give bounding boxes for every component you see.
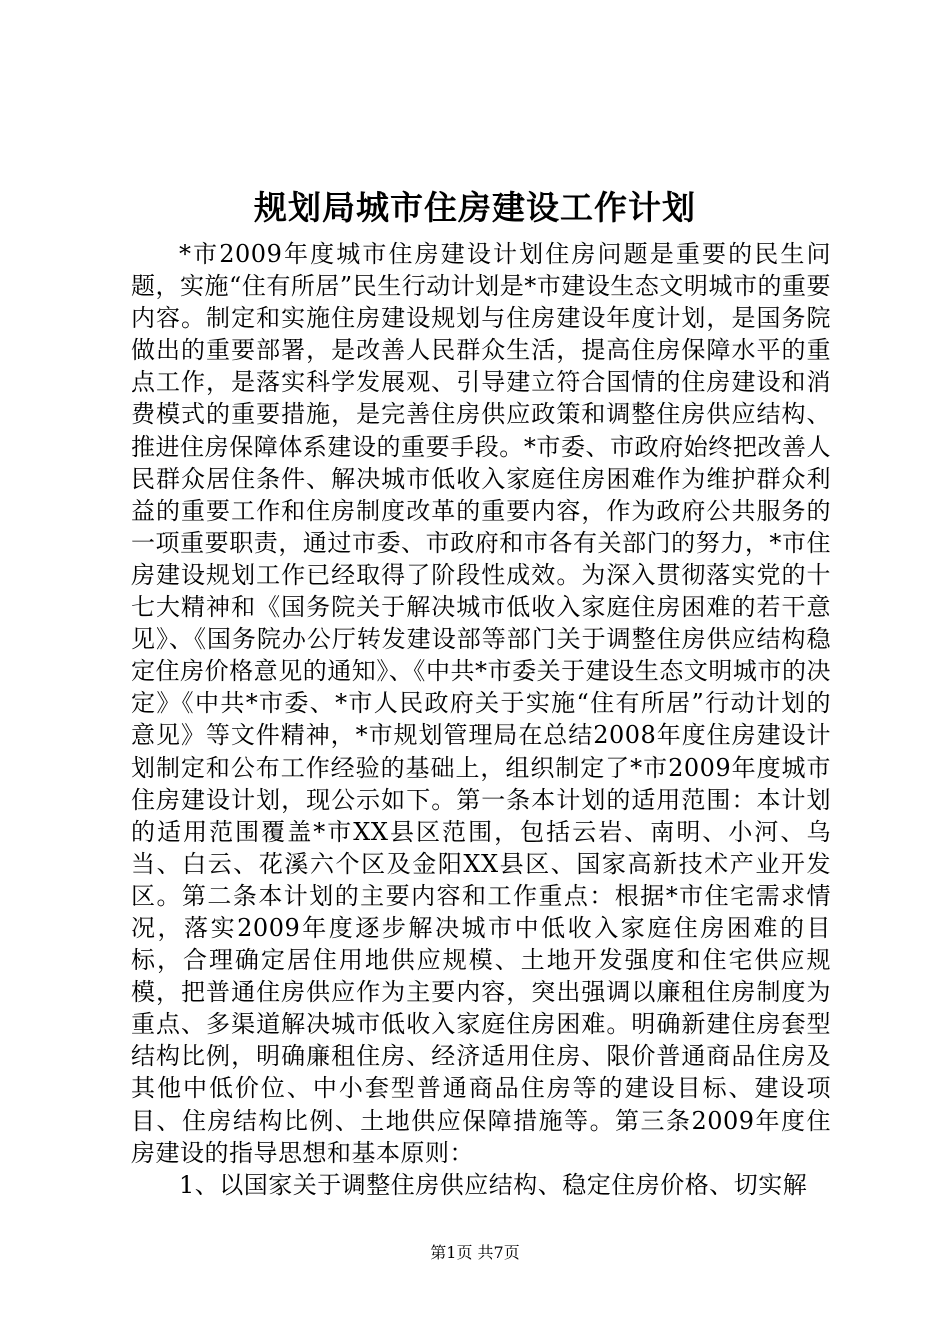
page-total: 共7页 bbox=[477, 1243, 520, 1262]
document-body bbox=[131, 238, 831, 1201]
page-number: 第1页 bbox=[430, 1243, 473, 1262]
document-title: 规划局城市住房建设工作计划 bbox=[254, 188, 696, 227]
page-footer bbox=[0, 1242, 950, 1264]
body-paragraph-2: 1、以国家关于调整住房供应结构、稳定住房价格、切实解 bbox=[179, 1170, 808, 1199]
body-paragraph-1: *市2009年度城市住房建设计划住房问题是重要的民生问题，实施“住有所居”民生行动计划是*市建设生态文明城市的重要内容。制定和实施住房建设规划与住房建设年度计划，是国务院做出的重要部署，是改善人民群众生活，提高住房保障水平的重点工作，是落实科学发展观、引导建立符合国情的住房建设和消费模式的重要措施，是完善住房供应政策和调整住房供应结构、推进住房保障体系建设的重要手段。*市委、市政府始终把改善人民群众居住条件、解决城市低收入家庭住房困难作为维护群众利益的重要工作和住房制度改革的重要内容，作为政府公共服务的一项重要职责，通过市委、市政府和市各有关部门的努力，*市住房建设规划工作已经取得了阶段性成效。为深入贯彻落实党的十七大精神和《国务院关于解决城市低收入家庭住房困难的若干意见》、《国务院办公厅转发建设部等部门关于调整住房供应结构稳定住房价格意见的通知》、《中共*市委关于建设生态文明城市的决定》《中共*市委、*市人民政府关于实施“住有所居”行动计划的意见》等文件精神，*市规划管理局在总结2008年度住房建设计划制定和公布工作经验的基础上，组织制定了*市2009年度城市住房建设计划，现公示如下。第一条本计划的适用范围：本计划的适用范围覆盖*市XX县区范围，包括云岩、南明、小河、乌当、白云、花溪六个区及金阳XX县区、国家高新技术产业开发区。第二条本计划的主要内容和工作重点：根据*市住宅需求情况，落实2009年度逐步解决城市中低收入家庭住房困难的目标，合理确定居住用地供应规模、土地开发强度和住宅供应规模，把普通住房供应作为主要内容，突出强调以廉租住房制度为重点、多渠道解决城市低收入家庭住房困难。明确新建住房套型结构比例，明确廉租住房、经济适用住房、限价普通商品住房及其他中低价位、中小套型普通商品住房等的建设目标、建设项目、住房结构比例、土地供应保障措施等。第三条2009年度住房建设的指导思想和基本原则： bbox=[131, 240, 831, 1167]
